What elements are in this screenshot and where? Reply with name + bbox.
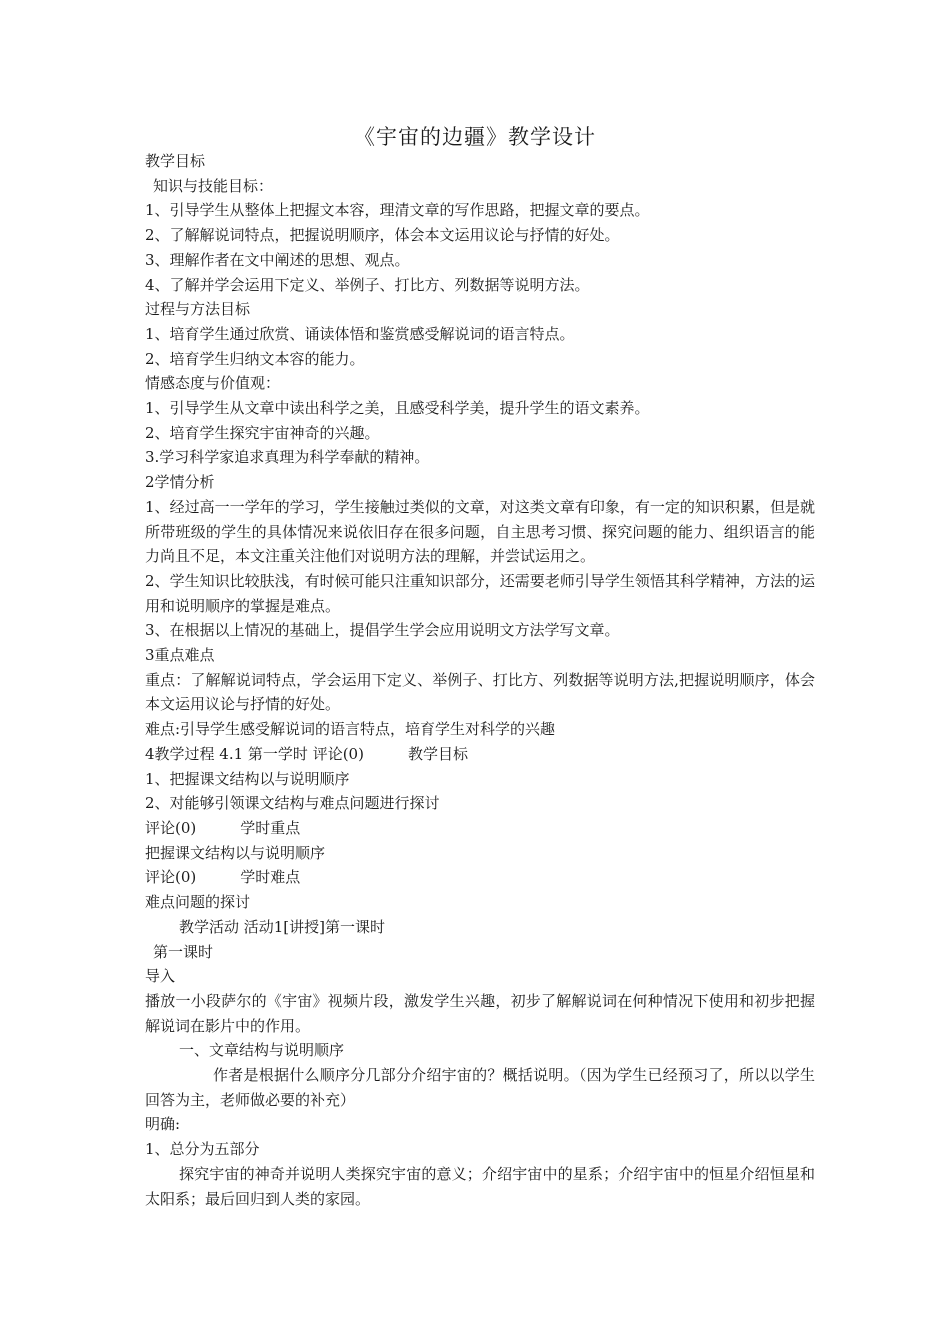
paragraph: 1、总分为五部分 (145, 1140, 260, 1159)
section-label: 学时重点 (240, 818, 301, 837)
paragraph: 3.学习科学家追求真理为科学奉献的精神。 (145, 448, 430, 467)
paragraph: 2、培育学生归纳文本容的能力。 (145, 349, 365, 368)
comment-row (145, 816, 815, 841)
process-goal-label: 教学目标 (407, 744, 468, 763)
subheading-knowledge-skills: 知识与技能目标： (153, 176, 274, 195)
paragraph: 作者是根据什么顺序分几部分介绍宇宙的？概括说明。（因为学生已经预习了，所以以学生回答为主，老师做必要的补充） (145, 1066, 815, 1109)
paragraph: 2、学生知识比较肤浅，有时候可能只注重知识部分，还需要老师引导学生领悟其科学精神，方法的运用和说明顺序的掌握是难点。 (145, 571, 815, 615)
paragraph: 1、培育学生通过欣赏、诵读体悟和鉴赏感受解说词的语言特点。 (145, 324, 575, 343)
paragraph: 4、了解并学会运用下定义、举例子、打比方、列数据等说明方法。 (145, 275, 590, 294)
paragraph: 1、把握课文结构以与说明顺序 (145, 769, 350, 788)
process-label: 4教学过程 4.1 第一学时 评论(0) (145, 744, 364, 763)
paragraph: 2、对能够引领课文结构与难点问题进行探讨 (145, 794, 440, 813)
paragraph: 探究宇宙的神奇并说明人类探究宇宙的意义；介绍宇宙中的星系；介绍宇宙中的恒星介绍恒星和太阳系；最后回归到人类的家园。 (145, 1164, 815, 1208)
paragraph: 难点:引导学生感受解说词的语言特点，培育学生对科学的兴趣 (145, 720, 556, 739)
paragraph: 1、引导学生从文章中读出科学之美，且感受科学美，提升学生的语文素养。 (145, 399, 650, 418)
paragraph: 播放一小段萨尔的《宇宙》视频片段，激发学生兴趣，初步了解解说词在何种情况下使用和初步把握解说词在影片中的作用。 (145, 991, 815, 1035)
paragraph: 2、了解解说词特点，把握说明顺序，体会本文运用议论与抒情的好处。 (145, 226, 620, 245)
section-label: 学时难点 (240, 868, 301, 887)
heading-student-analysis: 2学情分析 (145, 473, 215, 492)
paragraph: 难点问题的探讨 (145, 893, 251, 912)
paragraph: 重点：了解解说词特点，学会运用下定义、举例子、打比方、列数据等说明方法,把握说明顺序，体会本文运用议论与抒情的好处。 (145, 670, 815, 714)
paragraph: 明确: (145, 1115, 181, 1134)
comment-link[interactable]: 评论(0) (145, 818, 197, 837)
subheading-emotion-values: 情感态度与价值观： (145, 374, 281, 393)
heading-key-difficult-points: 3重点难点 (145, 646, 215, 665)
paragraph: 3、在根据以上情况的基础上，提倡学生学会应用说明文方法学写文章。 (145, 621, 620, 640)
paragraph: 把握课文结构以与说明顺序 (145, 843, 326, 862)
paragraph: 1、经过高一一学年的学习，学生接触过类似的文章，对这类文章有印象，有一定的知识积累，但是就所带班级的学生的具体情况来说依旧存在很多问题，自主思考习惯、探究问题的能力、组织语言的能力尚且不足，本文注重关注他们对说明方法的理解，并尝试运用之。 (145, 497, 815, 566)
subheading-process-method: 过程与方法目标 (145, 300, 251, 319)
comment-row (145, 865, 815, 890)
document-body (145, 149, 815, 1211)
heading-teaching-goals: 教学目标 (145, 152, 206, 170)
comment-link[interactable]: 评论(0) (145, 868, 197, 887)
lesson-heading: 第一课时 (153, 942, 214, 961)
activity-heading: 教学活动 活动1[讲授]第一课时 (179, 917, 386, 936)
paragraph: 1、引导学生从整体上把握文本容，理清文章的写作思路，把握文章的要点。 (145, 201, 650, 220)
heading-teaching-process (145, 742, 815, 767)
paragraph: 2、培育学生探究宇宙神奇的兴趣。 (145, 423, 380, 442)
subheading-intro: 导入 (145, 967, 176, 986)
paragraph: 3、理解作者在文中阐述的思想、观点。 (145, 250, 410, 269)
document-title: 《宇宙的边疆》教学设计 (354, 125, 596, 149)
section-heading: 一、文章结构与说明顺序 (179, 1041, 345, 1060)
